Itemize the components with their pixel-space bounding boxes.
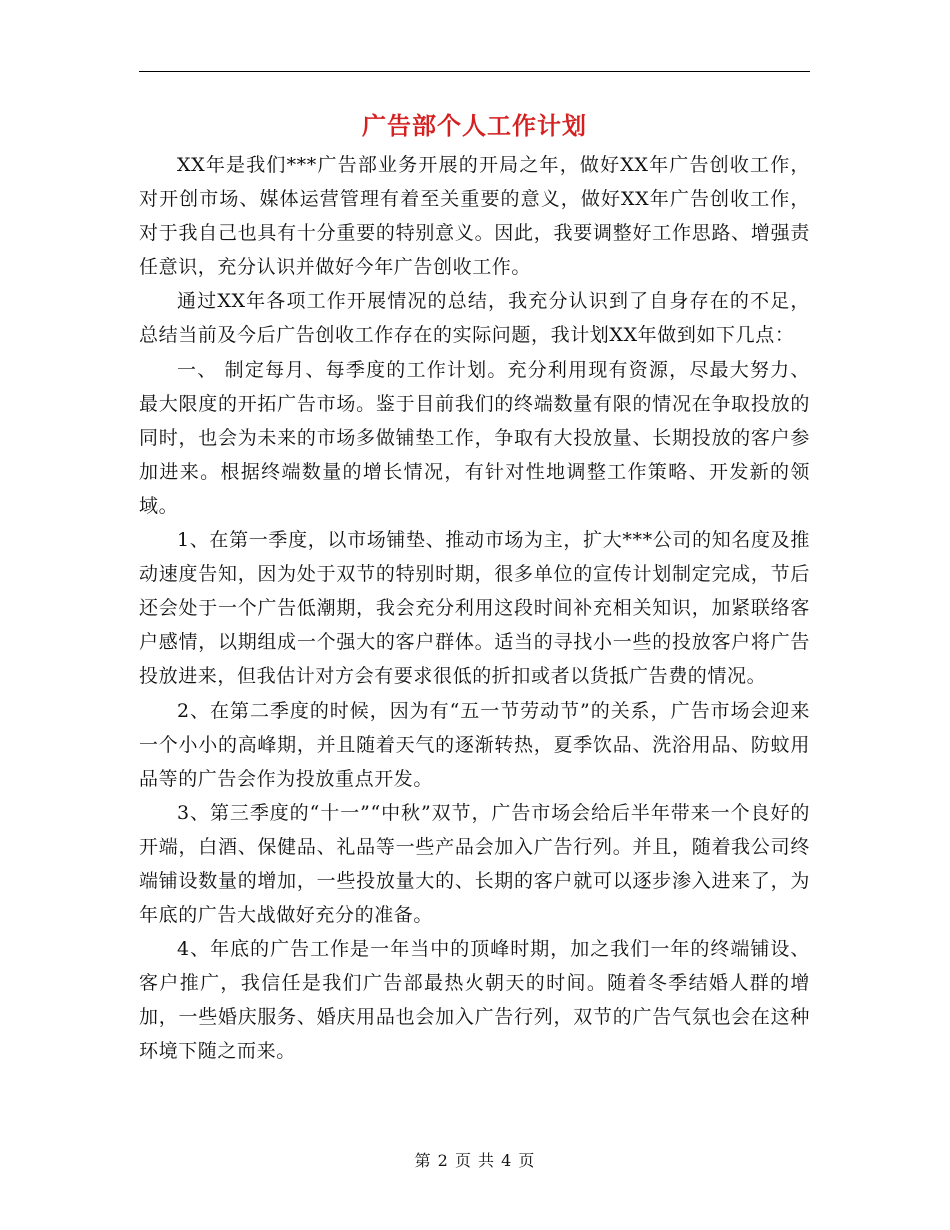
- document-title: 广告部个人工作计划: [362, 111, 587, 140]
- paragraph-q1: 1、在第一季度，以市场铺垫、推动市场为主，扩大***公司的知名度及推动速度告知，因为处于双节的特别时期，很多单位的宣传计划制定完成，节后还会处于一个广告低潮期，我会充分利用这段时间补充相关知识，加紧联络客户感情，以期组成一个强大的客户群体。适当的寻找小一些的投放客户将广告投放进来，但我估计对方会有要求很低的折扣或者以货抵广告费的情况。: [139, 529, 810, 688]
- paragraph-q2: 2、在第二季度的时候，因为有“五一节劳动节”的关系，广告市场会迎来一个小小的高峰期，并且随着天气的逐渐转热，夏季饮品、洗浴用品、防蚊用品等的广告会作为投放重点开发。: [139, 699, 810, 790]
- document-body: [139, 148, 810, 1069]
- header-rule: [139, 71, 810, 72]
- page-number: 第 2 页 共 4 页: [414, 1151, 536, 1170]
- paragraph-point-1: 一、 制定每月、每季度的工作计划。充分利用现有资源，尽最大努力、最大限度的开拓广告市场。鉴于目前我们的终端数量有限的情况在争取投放的同时，也会为未来的市场多做铺垫工作，争取有大投放量、长期投放的客户参加进来。根据终端数量的增长情况，有针对性地调整工作策略、开发新的领域。: [139, 358, 810, 517]
- paragraph-q4: 4、年底的广告工作是一年当中的顶峰时期，加之我们一年的终端铺设、客户推广，我信任是我们广告部最热火朝天的时间。随着冬季结婚人群的增加，一些婚庆服务、婚庆用品也会加入广告行列，双节的广告气氛也会在这种环境下随之而来。: [139, 938, 810, 1063]
- paragraph-q3: 3、第三季度的“十一”“中秋”双节，广告市场会给后半年带来一个良好的开端，白酒、保健品、礼品等一些产品会加入广告行列。并且，随着我公司终端铺设数量的增加，一些投放量大的、长期的客户就可以逐步渗入进来了，为年底的广告大战做好充分的准备。: [139, 801, 810, 927]
- paragraph-summary: 通过XX年各项工作开展情况的总结，我充分认识到了自身存在的不足，总结当前及今后广告创收工作存在的实际问题，我计划XX年做到如下几点：: [139, 290, 810, 347]
- paragraph-intro: XX年是我们***广告部业务开展的开局之年，做好XX年广告创收工作，对开创市场、媒体运营管理有着至关重要的意义，做好XX年广告创收工作，对于我自己也具有十分重要的特别意义。因此，我要调整好工作思路、增强责任意识，充分认识并做好今年广告创收工作。: [139, 154, 810, 279]
